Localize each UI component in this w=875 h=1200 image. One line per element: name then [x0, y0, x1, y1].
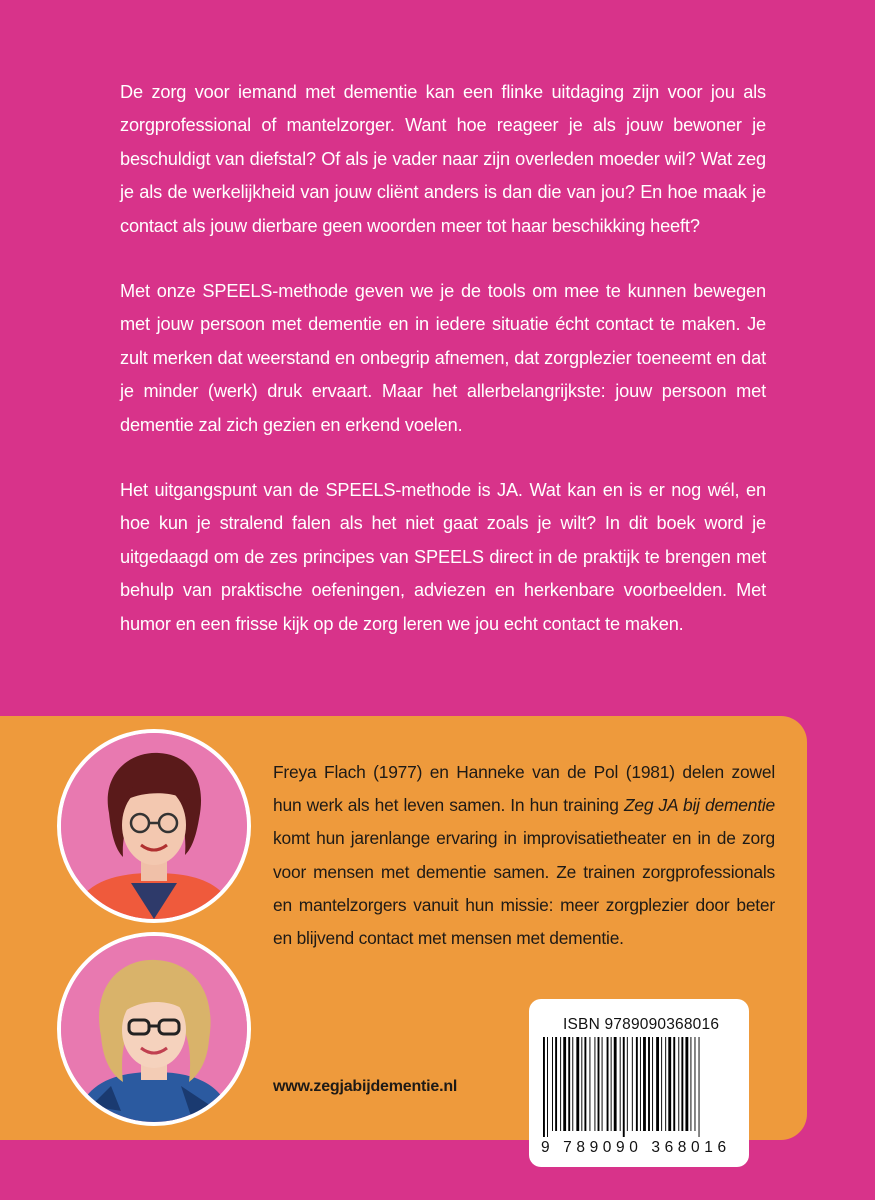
bio-text-before: Freya Flach (1977) en Hanneke van de Pol (1981) delen zowel hun werk als het leven samen. In hun training [273, 762, 775, 816]
blurb-paragraph-2: Met onze SPEELS-methode geven we je de tools om mee te kunnen bewegen met jouw persoon met dementie en in iedere situatie écht contact te maken. Je zult merken dat weerstand en onbegrip afnemen, dat zorgplezier toeneemt en dat je minder (werk) druk ervaart. Maar het allerbelangrijkste: jouw persoon met dementie zal zich gezien en erkend voelen. [120, 281, 766, 435]
author-bio [273, 756, 775, 955]
blurb-paragraph-1: De zorg voor iemand met dementie kan een flinke uitdaging zijn voor jou als zorgprofessional of mantelzorger. Want hoe reageer je als jouw bewoner je beschuldigt van diefstal? Of als je vader naar zijn overleden moeder wil? Wat zeg je als de werkelijkheid van jouw cliënt anders is dan die van jou? En hoe maak je contact als jouw dierbare geen woorden meer tot haar beschikking heeft? [120, 82, 766, 236]
isbn-label: ISBN 9789090368016 [563, 1016, 720, 1033]
barcode [541, 1037, 739, 1137]
author-photo-freya [57, 729, 251, 923]
bio-text-after: komt hun jarenlange ervaring in improvisatietheater en in de zorg voor mensen met dementie samen. Ze trainen zorgprofessionals en mantelzorgers vanuit hun missie: meer zorgplezier door beter en blijvend contact met mensen met dementie. [273, 828, 775, 949]
isbn-digits: 9 789090 368016 [541, 1139, 731, 1156]
blurb-text [120, 76, 766, 673]
website-link[interactable]: www.zegjabijdementie.nl [273, 1078, 458, 1095]
isbn-barcode-box [529, 999, 749, 1167]
author-photo-hanneke [57, 932, 251, 1126]
training-title: Zeg JA bij dementie [623, 795, 775, 816]
blurb-paragraph-3: Het uitgangspunt van de SPEELS-methode is JA. Wat kan en is er nog wél, en hoe kun je stralend falen als het niet gaat zoals je wilt? In dit boek word je uitgedaagd om de zes principes van SPEELS direct in de praktijk te brengen met behulp van praktische oefeningen, adviezen en herkenbare voorbeelden. Met humor en een frisse kijk op de zorg leren we jou echt contact te maken. [120, 480, 766, 634]
